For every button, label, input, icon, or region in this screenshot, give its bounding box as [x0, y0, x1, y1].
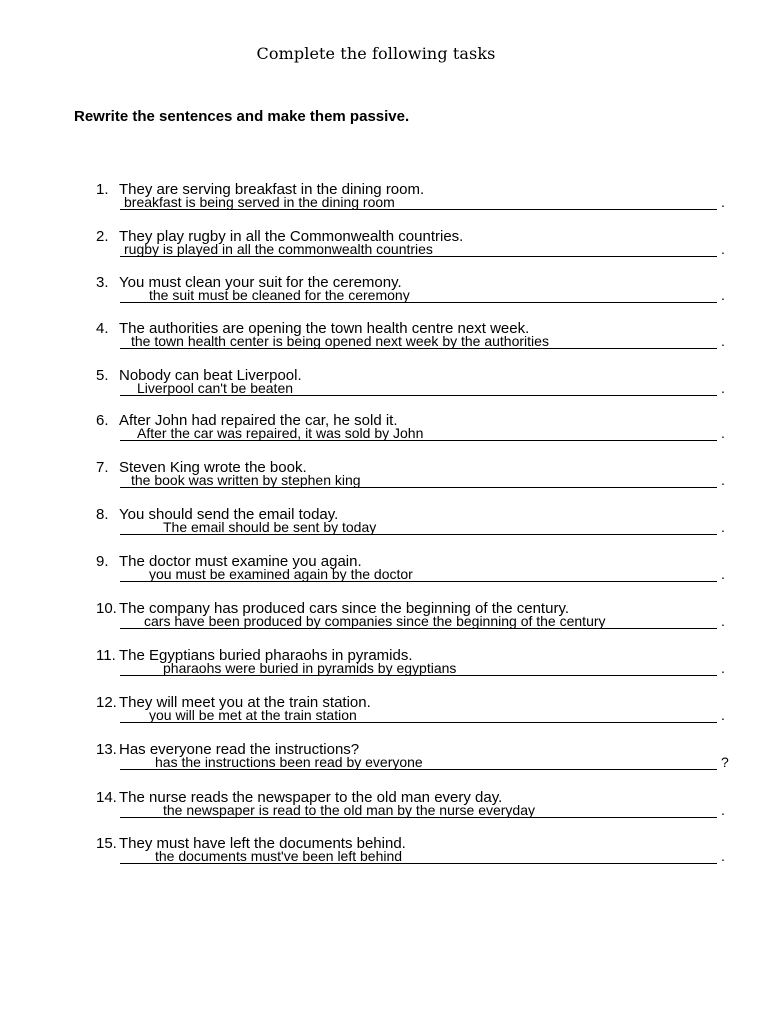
answer-text: After the car was repaired, it was sold by John: [137, 425, 424, 441]
item-prompt: They must have left the documents behind.: [119, 835, 406, 852]
answer-text: you must be examined again by the doctor: [149, 566, 413, 582]
item-prompt: After John had repaired the car, he sold it.: [119, 412, 398, 429]
answer-text: the newspaper is read to the old man by the nurse everyday: [163, 802, 535, 818]
answer-text: the documents must've been left behind: [155, 848, 403, 864]
end-punctuation: .: [721, 380, 725, 396]
item-number: 4.: [96, 320, 109, 337]
item-prompt: The nurse reads the newspaper to the old man every day.: [119, 789, 503, 806]
item-number: 2.: [96, 228, 109, 245]
answer-text: rugby is played in all the commonwealth countries: [124, 241, 433, 257]
answer-text: cars have been produced by companies since the beginning of the century: [144, 613, 606, 629]
item-number: 5.: [96, 367, 109, 384]
end-punctuation: .: [721, 707, 725, 723]
end-punctuation: .: [721, 519, 725, 535]
exercise-item: [0, 181, 768, 227]
answer-text: has the instructions been read by everyone: [155, 754, 423, 770]
exercise-item: [0, 694, 768, 740]
answer-text: the book was written by stephen king: [131, 472, 361, 488]
item-prompt: The company has produced cars since the beginning of the century.: [119, 600, 569, 617]
exercise-item: [0, 459, 768, 505]
item-number: 15.: [96, 835, 117, 852]
answer-text: The email should be sent by today: [163, 519, 377, 535]
exercise-item: [0, 367, 768, 413]
exercise-item: [0, 741, 768, 787]
end-punctuation: .: [721, 566, 725, 582]
exercise-item: [0, 228, 768, 274]
exercise-item: [0, 835, 768, 881]
item-number: 1.: [96, 181, 109, 198]
item-prompt: You must clean your suit for the ceremony.: [119, 274, 402, 291]
answer-text: breakfast is being served in the dining room: [124, 194, 395, 210]
end-punctuation: .: [721, 287, 725, 303]
end-punctuation: .: [721, 425, 725, 441]
item-prompt: Has everyone read the instructions?: [119, 741, 360, 758]
item-number: 8.: [96, 506, 109, 523]
item-prompt: The Egyptians buried pharaohs in pyramids.: [119, 647, 413, 664]
item-prompt: Nobody can beat Liverpool.: [119, 367, 302, 384]
item-number: 14.: [96, 789, 117, 806]
answer-text: pharaohs were buried in pyramids by egyptians: [163, 660, 457, 676]
exercise-item: [0, 553, 768, 599]
end-punctuation: .: [721, 472, 725, 488]
end-punctuation: .: [721, 802, 725, 818]
end-punctuation: .: [721, 848, 725, 864]
exercise-item: [0, 412, 768, 458]
end-punctuation: .: [721, 241, 725, 257]
item-prompt: They will meet you at the train station.: [119, 694, 371, 711]
item-number: 11.: [96, 647, 116, 664]
end-punctuation: .: [721, 194, 725, 210]
item-number: 3.: [96, 274, 109, 291]
item-number: 13.: [96, 741, 117, 758]
answer-text: you will be met at the train station: [149, 707, 357, 723]
item-prompt: Steven King wrote the book.: [119, 459, 307, 476]
end-punctuation: ?: [721, 754, 729, 770]
exercise-item: [0, 506, 768, 552]
page-title: Complete the following tasks: [256, 44, 496, 63]
item-prompt: They are serving breakfast in the dining room.: [119, 181, 425, 198]
exercise-item: [0, 789, 768, 835]
item-number: 12.: [96, 694, 117, 711]
instruction-heading: Rewrite the sentences and make them passive.: [74, 108, 410, 125]
item-number: 7.: [96, 459, 109, 476]
exercise-item: [0, 600, 768, 646]
end-punctuation: .: [721, 333, 725, 349]
exercise-item: [0, 647, 768, 693]
item-prompt: They play rugby in all the Commonwealth countries.: [119, 228, 464, 245]
item-number: 9.: [96, 553, 109, 570]
answer-text: Liverpool can't be beaten: [137, 380, 294, 396]
end-punctuation: .: [721, 660, 725, 676]
item-prompt: The authorities are opening the town health centre next week.: [119, 320, 530, 337]
end-punctuation: .: [721, 613, 725, 629]
answer-text: the town health center is being opened next week by the authorities: [131, 333, 549, 349]
item-prompt: The doctor must examine you again.: [119, 553, 362, 570]
item-prompt: You should send the email today.: [119, 506, 339, 523]
item-number: 6.: [96, 412, 109, 429]
item-number: 10.: [96, 600, 117, 617]
exercise-item: [0, 274, 768, 320]
answer-text: the suit must be cleaned for the ceremony: [149, 287, 410, 303]
exercise-item: [0, 320, 768, 366]
